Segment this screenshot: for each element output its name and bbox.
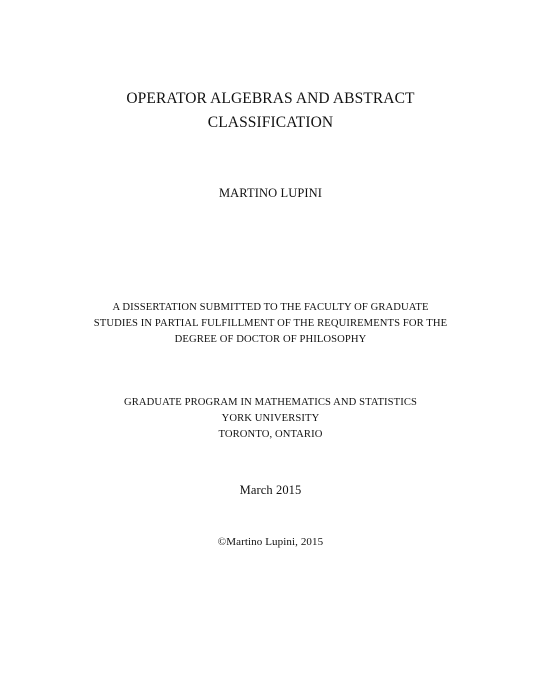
copyright-notice: ©Martino Lupini, 2015 bbox=[217, 536, 324, 548]
statement-line-1: A DISSERTATION SUBMITTED TO THE FACULTY OF GRADUATE bbox=[112, 302, 429, 313]
thesis-title-line-2: CLASSIFICATION bbox=[207, 114, 334, 131]
statement-line-2: STUDIES IN PARTIAL FULFILLMENT OF THE REQUIREMENTS FOR THE bbox=[93, 318, 448, 329]
program-line-1: GRADUATE PROGRAM IN MATHEMATICS AND STATISTICS bbox=[123, 397, 418, 408]
submission-date: March 2015 bbox=[239, 483, 302, 497]
university-name: YORK UNIVERSITY bbox=[221, 413, 320, 424]
statement-line-3: DEGREE OF DOCTOR OF PHILOSOPHY bbox=[174, 334, 367, 345]
university-location: TORONTO, ONTARIO bbox=[218, 429, 323, 440]
author-name: MARTINO LUPINI bbox=[218, 186, 323, 200]
thesis-title-line-1: OPERATOR ALGEBRAS AND ABSTRACT bbox=[126, 90, 415, 107]
